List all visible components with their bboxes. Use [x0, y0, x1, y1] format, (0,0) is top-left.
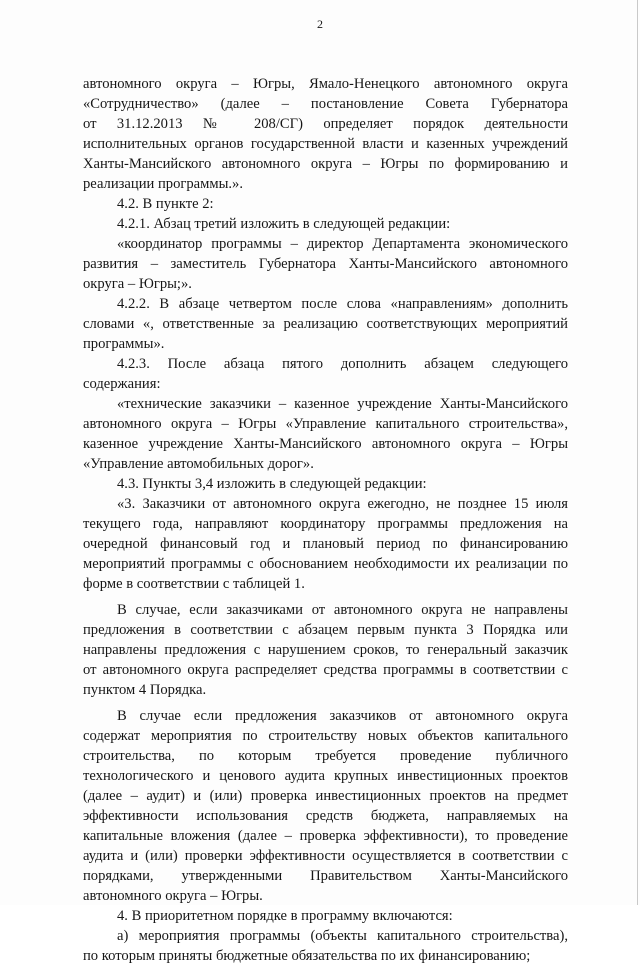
text-line: В случае если предложения заказчиков от автономного округа — [117, 708, 568, 724]
page-number: 2 — [317, 17, 323, 31]
text-line: строительства, по которым требуется проведение публичного — [83, 748, 568, 764]
text-line: 4.2.1. Абзац третий изложить в следующей редакции: — [117, 216, 451, 232]
text-line: «Сотрудничество» (далее – постановление Совета Губернатора — [83, 96, 568, 112]
text-line: автономного округа – Югры. — [83, 888, 263, 904]
text-line: аудита и (или) проверки эффективности осуществляется в соответствии с — [83, 848, 568, 864]
text-line: от 31.12.2013 № 208/СГ) определяет порядок деятельности — [83, 116, 568, 132]
text-line: «Управление автомобильных дорог». — [83, 456, 314, 472]
text-line: Ханты-Мансийского автономного округа – Югры по формированию и — [83, 156, 568, 172]
text-line: эффективности использования средств бюджета, направляемых на — [83, 808, 568, 824]
text-line: автономного округа – Югры, Ямало-Ненецкого автономного округа — [83, 76, 568, 92]
text-line: программы». — [83, 336, 165, 352]
text-line: содержания: — [83, 376, 161, 392]
text-line: «3. Заказчики от автономного округа ежегодно, не позднее 15 июля — [117, 496, 568, 512]
text-line: направлены предложения с нарушением сроков, то генеральный заказчик — [83, 642, 568, 658]
text-line: форме в соответствии с таблицей 1. — [83, 576, 305, 592]
text-line: мероприятий программы с обоснованием необходимости их реализации по — [83, 556, 568, 572]
text-line: автономного округа – Югры «Управление капитального строительства», — [83, 416, 568, 432]
text-line: реализации программы.». — [83, 176, 244, 192]
text-line: исполнительных органов государственной власти и казенных учреждений — [83, 136, 568, 152]
text-line: округа – Югры;». — [83, 276, 192, 292]
text-line: от автономного округа распределяет средства программы в соответствии с — [83, 662, 568, 678]
text-line: 4. В приоритетном порядке в программу включаются: — [117, 908, 453, 924]
text-line: В случае, если заказчиками от автономного округа не направлены — [117, 602, 568, 618]
text-line: по которым приняты бюджетные обязательства по их финансированию; — [83, 948, 531, 964]
text-line: «технические заказчики – казенное учреждение Ханты-Мансийского — [117, 396, 568, 412]
text-line: предложения в соответствии с абзацем первым пункта 3 Порядка или — [83, 622, 568, 638]
text-line: 4.2.3. После абзаца пятого дополнить абзацем следующего — [117, 356, 568, 372]
text-line: казенное учреждение Ханты-Мансийского автономного округа – Югры — [83, 436, 568, 452]
text-line: 4.2. В пункте 2: — [117, 196, 214, 212]
text-line: 4.3. Пункты 3,4 изложить в следующей редакции: — [117, 476, 427, 492]
text-line: развития – заместитель Губернатора Ханты-Мансийского автономного — [83, 256, 568, 272]
text-line: технологического и ценового аудита крупных инвестиционных проектов — [83, 768, 568, 784]
text-line: содержат мероприятия по строительству новых объектов капитального — [83, 728, 568, 744]
text-line: (далее – аудит) и (или) проверка инвестиционных проектов на предмет — [83, 788, 568, 804]
text-line: капитальные вложения (далее – проверка эффективности), то проведение — [83, 828, 568, 844]
scan-edge-line — [637, 0, 638, 905]
text-line: 4.2.2. В абзаце четвертом после слова «направлениям» дополнить — [117, 296, 568, 312]
text-line: очередной финансовый год и плановый период по финансированию — [83, 536, 568, 552]
text-line: текущего года, направляют координатору программы предложения на — [83, 516, 568, 532]
text-line: «координатор программы – директор Департамента экономического — [117, 236, 568, 252]
text-line: а) мероприятия программы (объекты капитального строительства), — [117, 928, 568, 944]
text-line: словами «, ответственные за реализацию соответствующих мероприятий — [83, 316, 568, 332]
document-body — [83, 74, 568, 966]
text-line: порядками, утвержденными Правительством Ханты-Мансийского — [83, 868, 568, 884]
text-line: пунктом 4 Порядка. — [83, 682, 207, 698]
